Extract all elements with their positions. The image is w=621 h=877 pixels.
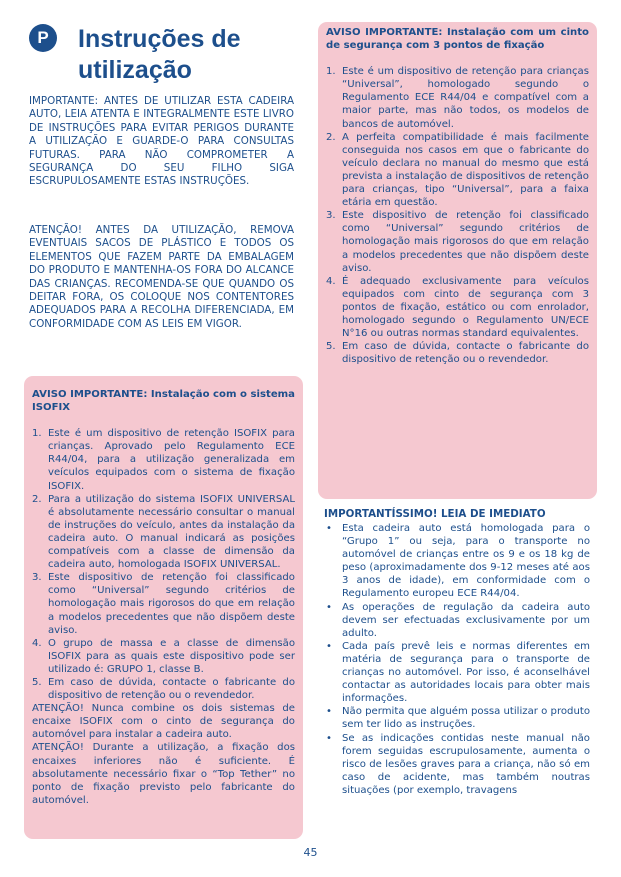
item-number: 3.	[32, 572, 42, 584]
important-heading: IMPORTANTÍSSIMO! LEIA DE IMEDIATO	[324, 508, 546, 520]
list-item	[324, 601, 590, 640]
item-text: Não permita que alguém possa utilizar o produto sem ter lido as instruções.	[342, 706, 590, 731]
item-number: 2.	[326, 131, 336, 143]
item-text: Este é um dispositivo de retenção ISOFIX para crianças. Aprovado pelo Regulamento ECE R44/04, para a utilização generalizada em veículos equipados com o sistema de fixação ISOFIX.	[48, 428, 295, 492]
intro-warning-paragraph: ATENÇÃO! ANTES DA UTILIZAÇÃO, REMOVA EVENTUAIS SACOS DE PLÁSTICO E TODOS OS ELEMENTOS QUE FAZEM PARTE DA EMBALAGEM DO PRODUTO E MANTENHA-OS FORA DO ALCANCE DAS CRIANÇAS. RECOMENDA-SE QUE QUANDO OS DEITAR FORA, OS COLOQUE NOS CONTENTORES ADEQUADOS PARA A RECOLHA DIFERENCIADA, EM CONFORMIDADE COM AS LEIS EM VIGOR.	[29, 224, 294, 330]
isofix-warning-box	[24, 376, 303, 839]
bullet: •	[326, 523, 332, 534]
list-item	[32, 676, 295, 702]
item-number: 1.	[32, 428, 42, 440]
isofix-warning-combine: ATENÇÃO! Nunca combine os dois sistemas de encaixe ISOFIX com o cinto de segurança do automóvel para instalar a cadeira auto.	[32, 703, 295, 741]
page-title: Instruções de utilização	[78, 25, 241, 84]
list-item	[324, 705, 590, 731]
item-number: 5.	[326, 341, 336, 353]
isofix-warning-top-tether: ATENÇÃO! Durante a utilização, a fixação dos encaixes inferiores não é suficiente. É absolutamente necessário fixar o “Top Tether” no ponto de fixação previsto pelo fabricante do automóvel.	[32, 742, 295, 806]
item-number: 4.	[326, 275, 336, 287]
list-item	[326, 65, 589, 130]
bullet: •	[326, 640, 332, 652]
bullet: •	[326, 732, 332, 744]
item-text: A perfeita compatibilidade é mais facilmente conseguida nos casos em que o fabricante do veículo declara no manual do mesmo que está prevista a instalação de dispositivos de retenção para crianças, tipo “Universal”, para a faixa etária em questão.	[342, 131, 589, 209]
list-item	[326, 275, 589, 340]
belt-list	[326, 65, 589, 366]
list-item	[324, 640, 590, 705]
item-number: 5.	[32, 676, 42, 688]
list-item	[32, 427, 295, 492]
item-text: Para a utilização do sistema ISOFIX UNIVERSAL é absolutamente necessário consultar o manual de instruções do veículo, antes da instalação da cadeira auto. O manual indicará as posições compatíveis com a classe de dimensão da cadeira auto, homologada ISOFIX UNIVERSAL.	[48, 493, 295, 571]
isofix-heading: AVISO IMPORTANTE: Instalação com o sistema ISOFIX	[32, 389, 295, 414]
belt-heading: AVISO IMPORTANTE: Instalação com um cinto de segurança com 3 pontos de fixação	[326, 27, 589, 52]
item-text: Este dispositivo de retenção foi classificado como “Universal” segundo critérios de homologação mais rigorosos do que em relação a modelos precedentes que não dispõem deste aviso.	[342, 210, 589, 274]
list-item	[326, 340, 589, 366]
item-text: Em caso de dúvida, contacte o fabricante do dispositivo de retenção ou o revendedor.	[48, 676, 295, 702]
item-number: 4.	[32, 637, 42, 649]
list-item	[32, 493, 295, 572]
list-item	[324, 522, 590, 601]
important-list	[324, 522, 590, 797]
list-item	[326, 131, 589, 210]
item-text: Cada país prevê leis e normas diferentes em matéria de segurança para o transporte de crianças no automóvel. Por isso, é aconselhável contactar as autoridades locais para obter mais informações.	[342, 640, 590, 705]
item-text: Em caso de dúvida, contacte o fabricante do dispositivo de retenção ou o revendedor.	[342, 341, 589, 366]
section-badge: P	[29, 24, 57, 52]
item-text: Esta cadeira auto está homologada para o “Grupo 1” ou seja, para o transporte no automóvel de crianças entre os 9 e os 18 kg de peso (aproximadamente dos 9-12 meses até aos 3 anos de idade), em conformidade com o Regulamento europeu ECE R44/04.	[342, 523, 590, 600]
list-item	[324, 732, 590, 797]
list-item	[32, 571, 295, 636]
belt-warning-box	[318, 22, 597, 499]
bullet: •	[326, 706, 332, 718]
bullet: •	[326, 601, 332, 613]
item-text: As operações de regulação da cadeira auto devem ser efectuadas exclusivamente por um adulto.	[342, 601, 590, 639]
list-item	[326, 209, 589, 274]
item-text: Este é um dispositivo de retenção para crianças “Universal”, homologado segundo o Regulamento ECE R44/04 e compatível com a maior parte, mas não todos, os modelos de bancos de automóvel.	[342, 66, 589, 130]
list-item	[32, 637, 295, 676]
item-text: Se as indicações contidas neste manual não forem seguidas escrupulosamente, aumenta o risco de lesões graves para a criança, não só em caso de acidente, mas também noutras situações (por exemplo, travagens	[342, 732, 590, 796]
item-text: O grupo de massa e a classe de dimensão ISOFIX para as quais este dispositivo pode ser utilizado é: GRUPO 1, classe B.	[48, 637, 295, 675]
item-number: 2.	[32, 493, 42, 505]
item-text: Este dispositivo de retenção foi classificado como “Universal” segundo critérios de homologação mais rigorosos do que em relação a modelos precedentes que não dispõem deste aviso.	[48, 572, 295, 636]
item-text: É adequado exclusivamente para veículos equipados com cinto de segurança com 3 pontos de fixação, estático ou com enrolador, homologado segundo o Regulamento UN/ECE N°16 ou outras normas standard equivalentes.	[342, 275, 589, 340]
item-number: 3.	[326, 210, 336, 222]
isofix-list	[32, 427, 295, 702]
page-number: 45	[303, 846, 318, 859]
intro-important-paragraph: IMPORTANTE: ANTES DE UTILIZAR ESTA CADEIRA AUTO, LEIA ATENTA E INTEGRALMENTE ESTE LIVRO DE INSTRUÇÕES PARA EVITAR PERIGOS DURANTE A UTILIZAÇÃO E GUARDE-O PARA CONSULTAS FUTURAS. PARA NÃO COMPROMETER A SEGURANÇA DO SEU FILHO SIGA ESCRUPULOSAMENTE ESTAS INSTRUÇÕES.	[29, 95, 294, 188]
item-number: 1.	[326, 66, 336, 78]
